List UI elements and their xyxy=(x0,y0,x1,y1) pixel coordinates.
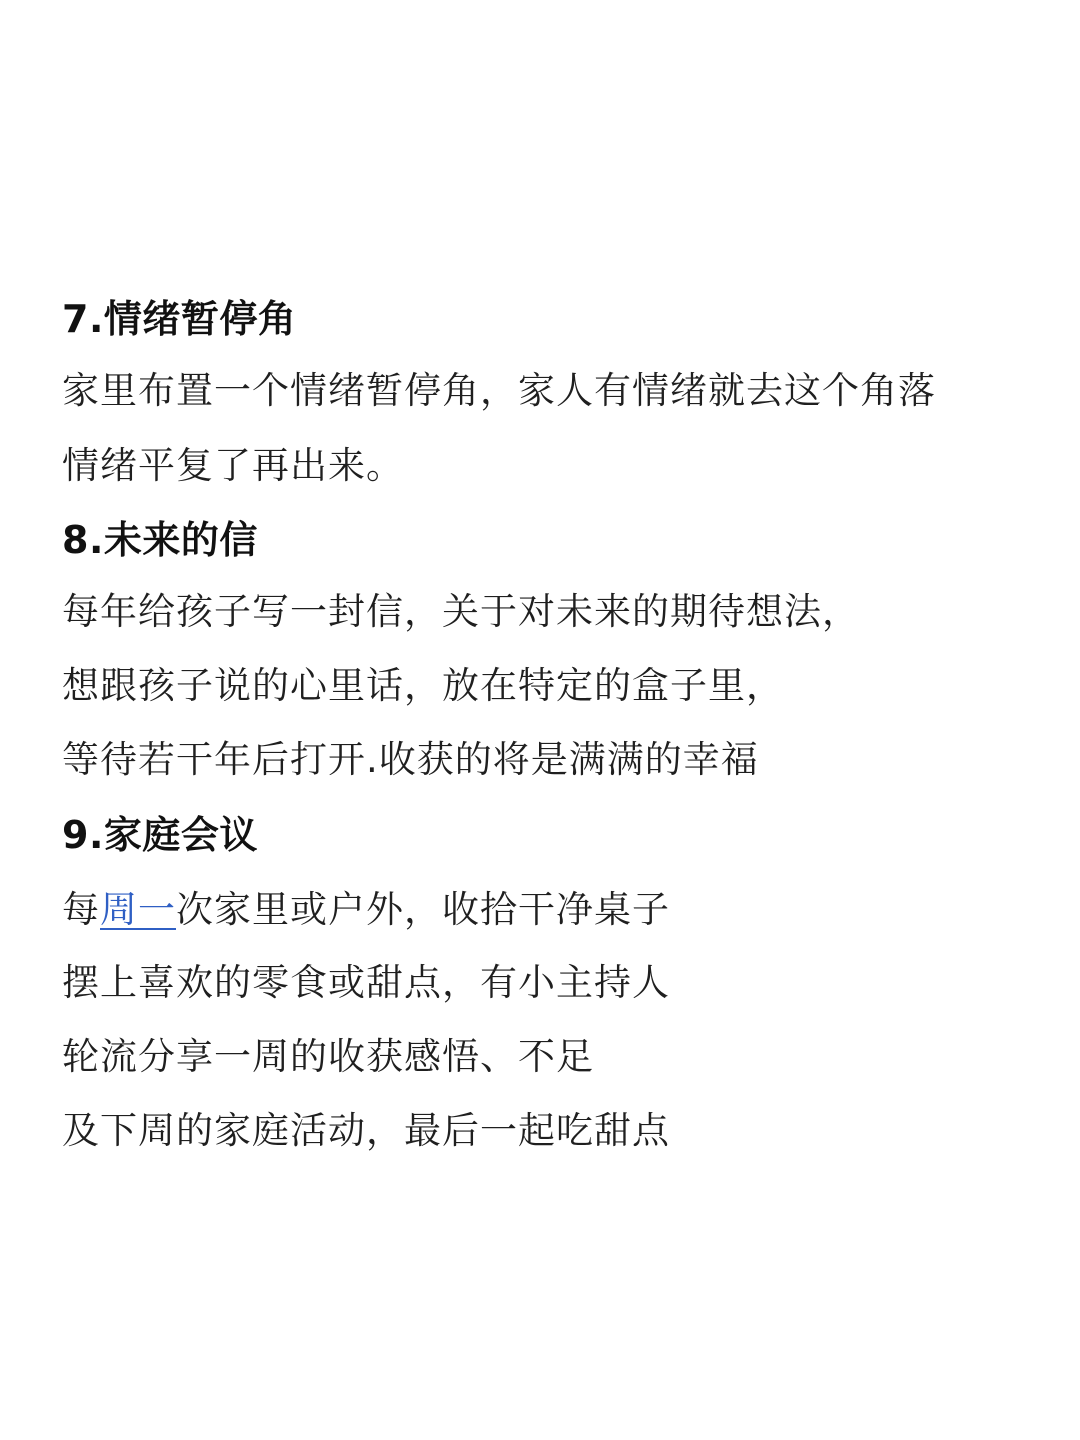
text-after-link: 次家里或户外，收拾干净桌子 xyxy=(176,888,670,931)
paragraph-line: 摆上喜欢的零食或甜点，有小主持人 xyxy=(62,961,670,1004)
section-heading: 8.未来的信 xyxy=(62,518,258,562)
section-heading: 7.情绪暂停角 xyxy=(62,297,297,341)
paragraph-line: 及下周的家庭活动，最后一起吃甜点 xyxy=(62,1109,670,1152)
section-future-letter xyxy=(62,518,1042,781)
paragraph-line: 每年给孩子写一封信，关于对未来的期待想法， xyxy=(62,590,860,633)
article-content xyxy=(62,290,1042,1152)
paragraph-line: 家里布置一个情绪暂停角，家人有情绪就去这个角落 xyxy=(62,369,936,412)
section-emotion-pause-corner xyxy=(62,297,1042,487)
text-before-link: 每 xyxy=(62,888,100,931)
section-family-meeting xyxy=(62,813,1042,1152)
paragraph-line xyxy=(62,888,1042,931)
section-heading: 9.家庭会议 xyxy=(62,813,258,857)
search-link[interactable]: 周一 xyxy=(100,888,176,931)
paragraph-line: 轮流分享一周的收获感悟、不足 xyxy=(62,1035,594,1078)
paragraph-line: 情绪平复了再出来。 xyxy=(62,444,404,487)
paragraph-line: 等待若干年后打开.收获的将是满满的幸福 xyxy=(62,738,759,781)
paragraph-line: 想跟孩子说的心里话，放在特定的盒子里， xyxy=(62,664,784,707)
